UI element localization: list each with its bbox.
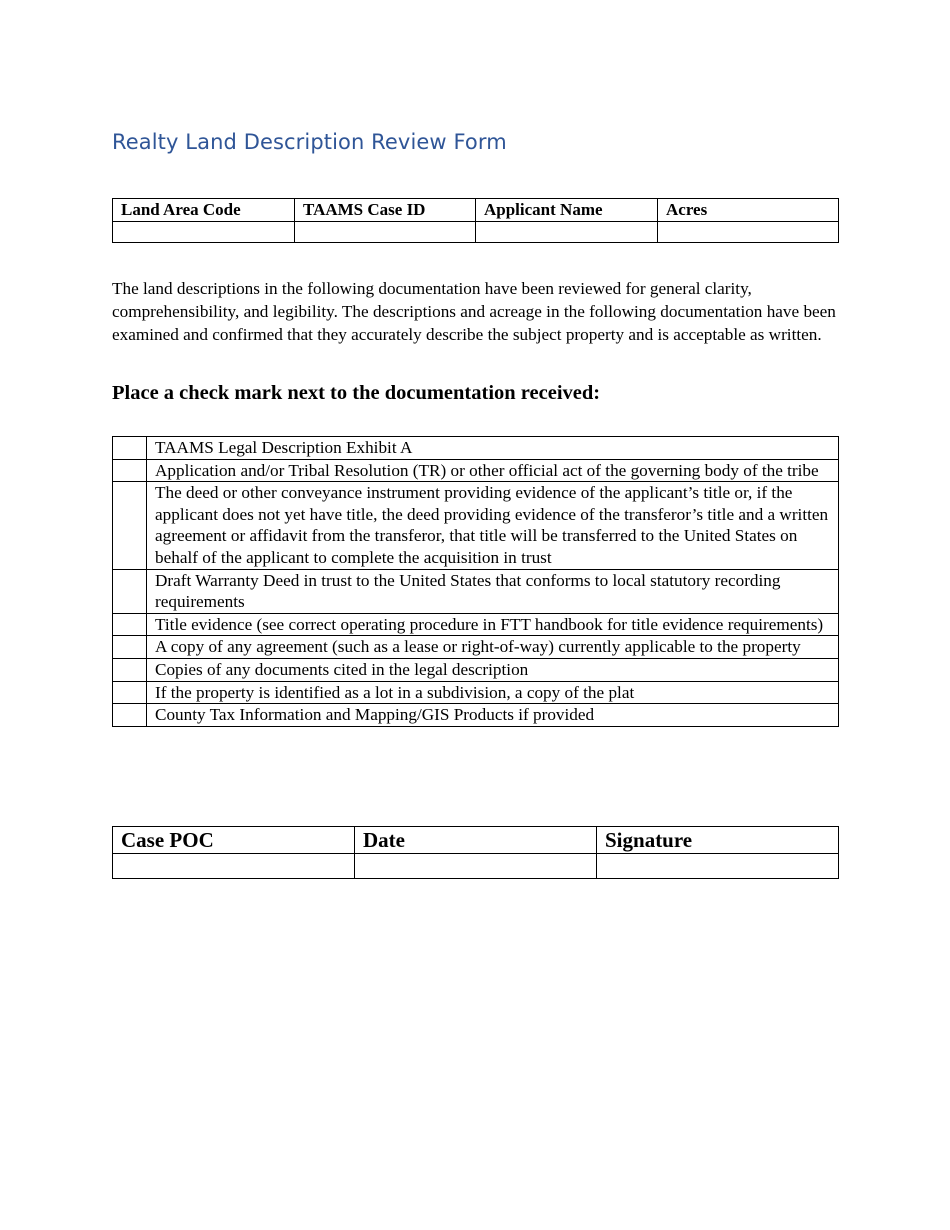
checklist-row bbox=[113, 636, 839, 659]
checklist-row bbox=[113, 658, 839, 681]
signature-header: Signature bbox=[597, 827, 839, 854]
case-info-value-row bbox=[113, 222, 839, 243]
checklist-row bbox=[113, 459, 839, 482]
date-header: Date bbox=[355, 827, 597, 854]
checkbox-cell[interactable] bbox=[113, 459, 147, 482]
checklist-row bbox=[113, 613, 839, 636]
case-info-table bbox=[112, 198, 839, 243]
checklist-item-label: Draft Warranty Deed in trust to the United States that conforms to local statutory recording requirements bbox=[147, 569, 839, 613]
checklist-row bbox=[113, 437, 839, 460]
checkbox-cell[interactable] bbox=[113, 613, 147, 636]
case-info-header-row bbox=[113, 199, 839, 222]
checkbox-cell[interactable] bbox=[113, 482, 147, 569]
checkbox-cell[interactable] bbox=[113, 569, 147, 613]
checklist-row bbox=[113, 482, 839, 569]
signature-header-row bbox=[113, 827, 839, 854]
page-title: Realty Land Description Review Form bbox=[112, 130, 507, 154]
taams-case-id-field[interactable] bbox=[295, 222, 476, 243]
signature-table bbox=[112, 826, 839, 879]
checklist-item-label: Copies of any documents cited in the legal description bbox=[147, 658, 839, 681]
applicant-name-field[interactable] bbox=[476, 222, 658, 243]
checkbox-cell[interactable] bbox=[113, 704, 147, 727]
checkbox-cell[interactable] bbox=[113, 658, 147, 681]
checklist-heading: Place a check mark next to the documentation received: bbox=[112, 382, 601, 404]
checkbox-cell[interactable] bbox=[113, 636, 147, 659]
checklist-row bbox=[113, 681, 839, 704]
case-poc-header: Case POC bbox=[113, 827, 355, 854]
date-field[interactable] bbox=[355, 854, 597, 879]
documentation-checklist bbox=[112, 436, 839, 727]
acres-field[interactable] bbox=[658, 222, 839, 243]
land-area-code-header: Land Area Code bbox=[113, 199, 295, 222]
case-poc-field[interactable] bbox=[113, 854, 355, 879]
checkbox-cell[interactable] bbox=[113, 437, 147, 460]
checklist-item-label: The deed or other conveyance instrument providing evidence of the applicant’s title or, if the applicant does not yet have title, the deed providing evidence of the transferor’s title and a written agreement or affidavit from the transferor, that title will be transferred to the United States on behalf of the applicant to complete the acquisition in trust bbox=[147, 482, 839, 569]
checklist-row bbox=[113, 704, 839, 727]
checklist-row bbox=[113, 569, 839, 613]
checklist-item-label: Application and/or Tribal Resolution (TR) or other official act of the governing body of the tribe bbox=[147, 459, 839, 482]
applicant-name-header: Applicant Name bbox=[476, 199, 658, 222]
taams-case-id-header: TAAMS Case ID bbox=[295, 199, 476, 222]
checklist-item-label: A copy of any agreement (such as a lease or right-of-way) currently applicable to the property bbox=[147, 636, 839, 659]
signature-field[interactable] bbox=[597, 854, 839, 879]
checklist-item-label: Title evidence (see correct operating procedure in FTT handbook for title evidence requirements) bbox=[147, 613, 839, 636]
intro-paragraph: The land descriptions in the following documentation have been reviewed for general clarity, comprehensibility, and legibility. The descriptions and acreage in the following documentation have been examined and confirmed that they accurately describe the subject property and is acceptable as written. bbox=[112, 279, 836, 344]
acres-header: Acres bbox=[658, 199, 839, 222]
checklist-item-label: County Tax Information and Mapping/GIS Products if provided bbox=[147, 704, 839, 727]
checklist-item-label: If the property is identified as a lot in a subdivision, a copy of the plat bbox=[147, 681, 839, 704]
checkbox-cell[interactable] bbox=[113, 681, 147, 704]
land-area-code-field[interactable] bbox=[113, 222, 295, 243]
signature-value-row bbox=[113, 854, 839, 879]
checklist-item-label: TAAMS Legal Description Exhibit A bbox=[147, 437, 839, 460]
